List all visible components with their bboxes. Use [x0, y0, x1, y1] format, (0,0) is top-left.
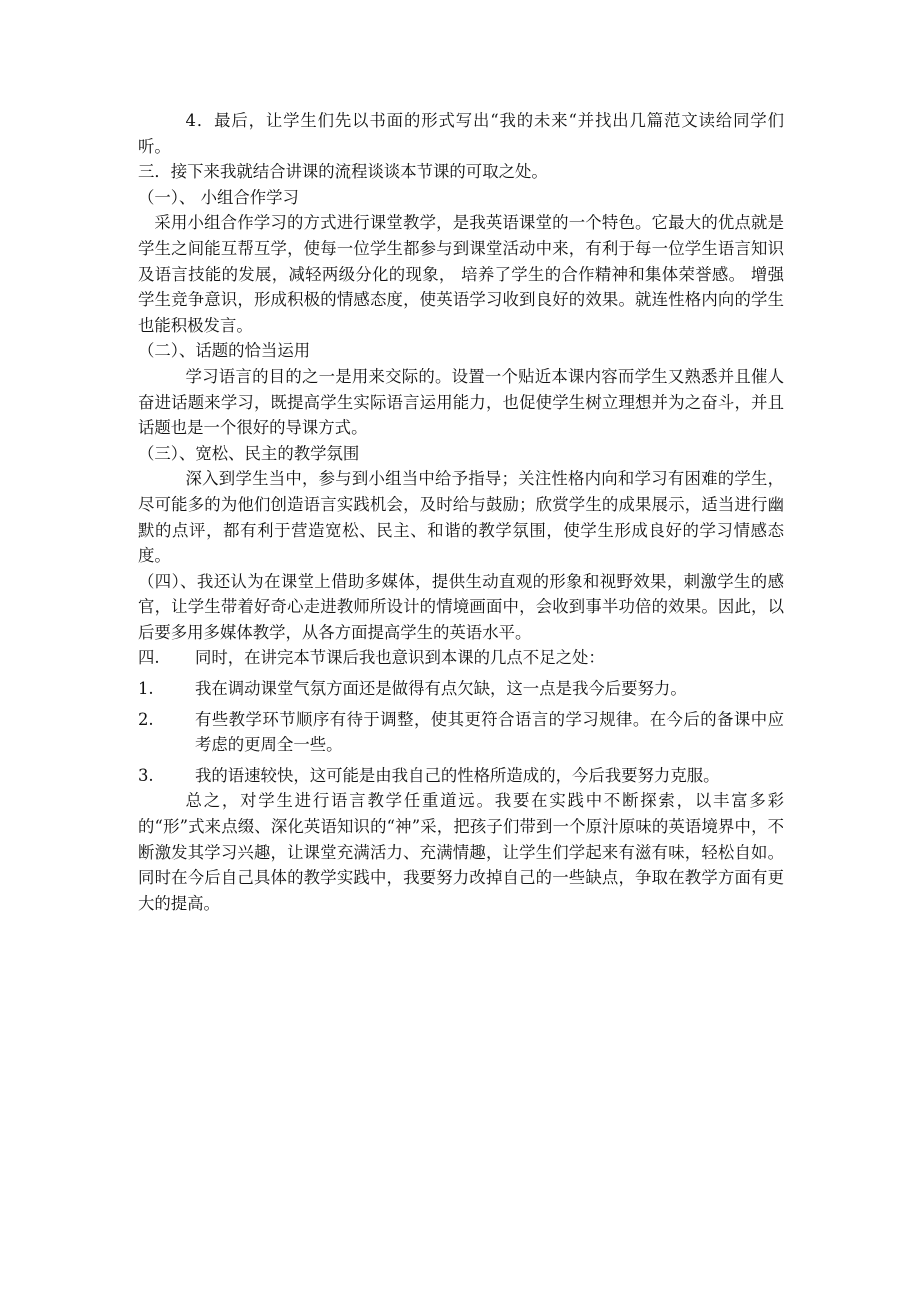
item-4-paragraph: 4．最后，让学生们先以书面的形式写出“我的未来“并找出几篇范文读给同学们听。 — [138, 111, 784, 156]
conclusion-paragraph: 总之，对学生进行语言教学任重道远。我要在实践中不断探索，以丰富多彩的“形”式来点缀、深化英语知识的“神”采，把孩子们带到一个原汁原味的英语境界中，不断激发其学习兴趣，让课堂充满活力、充满情趣，让学生们学起来有滋有味，轻松自如。同时在今后自己具体的教学实践中，我要努力改掉自己的一些缺点，争取在教学方面有更大的提高。 — [138, 791, 784, 913]
list-item-text: 我在调动课堂气氛方面还是做得有点欠缺，这一点是我今后要努力。 — [195, 679, 687, 699]
subsection-3-title: （三）、宽松、民主的教学氛围 — [138, 443, 360, 463]
subsection-4-body: （四）、我还认为在课堂上借助多媒体，提供生动直观的形象和视野效果，刺激学生的感官，让学生带着好奇心走进教师所设计的情境画面中，会收到事半功倍的效果。因此，以后要多用多媒体教学，从各方面提高学生的英语水平。 — [138, 571, 784, 642]
list-item-number: 2. — [138, 709, 154, 729]
list-item-text: 我的语速较快，这可能是由我自己的性格所造成的，今后我要努力克服。 — [195, 765, 720, 785]
subsection-1-body: 采用小组合作学习的方式进行课堂教学，是我英语课堂的一个特色。它最大的优点就是学生之间能互帮互学，使每一位学生都参与到课堂活动中来，有利于每一位学生语言知识及语言技能的发展，减轻两级分化的现象， 培养了学生的合作精神和集体荣誉感。 增强学生竞争意识，形成积极的情感态度，使英语学习收到良好的效果。就连性格内向的学生也能积极发言。 — [138, 213, 784, 335]
subsection-2-title: （二）、话题的恰当运用 — [138, 341, 311, 361]
section-3-title: 三．接下来我就结合讲课的流程谈谈本节课的可取之处。 — [138, 162, 548, 182]
list-item — [138, 676, 784, 702]
section-4-text: 同时，在讲完本节课后我也意识到本课的几点不足之处： — [195, 648, 605, 668]
list-item-number: 3. — [138, 765, 154, 785]
document-page — [138, 108, 784, 916]
subsection-1-title: （一）、 小组合作学习 — [138, 187, 299, 207]
list-item-text: 有些教学环节顺序有待于调整，使其更符合语言的学习规律。在今后的备课中应考虑的更周全一些。 — [195, 709, 784, 755]
list-item-number: 1. — [138, 679, 154, 699]
section-4-intro — [138, 645, 784, 671]
section-4-number: 四. — [138, 648, 160, 668]
list-item — [138, 707, 784, 758]
list-item — [138, 763, 784, 789]
subsection-3-body: 深入到学生当中，参与到小组当中给予指导；关注性格内向和学习有困难的学生，尽可能多的为他们创造语言实践机会，及时给与鼓励；欣赏学生的成果展示，适当进行幽默的点评，都有利于营造宽松、民主、和谐的教学氛围，使学生形成良好的学习情感态度。 — [138, 469, 784, 566]
subsection-2-body: 学习语言的目的之一是用来交际的。设置一个贴近本课内容而学生又熟悉并且催人奋进话题来学习，既提高学生实际语言运用能力，也促使学生树立理想并为之奋斗，并且话题也是一个很好的导课方式。 — [138, 366, 784, 438]
